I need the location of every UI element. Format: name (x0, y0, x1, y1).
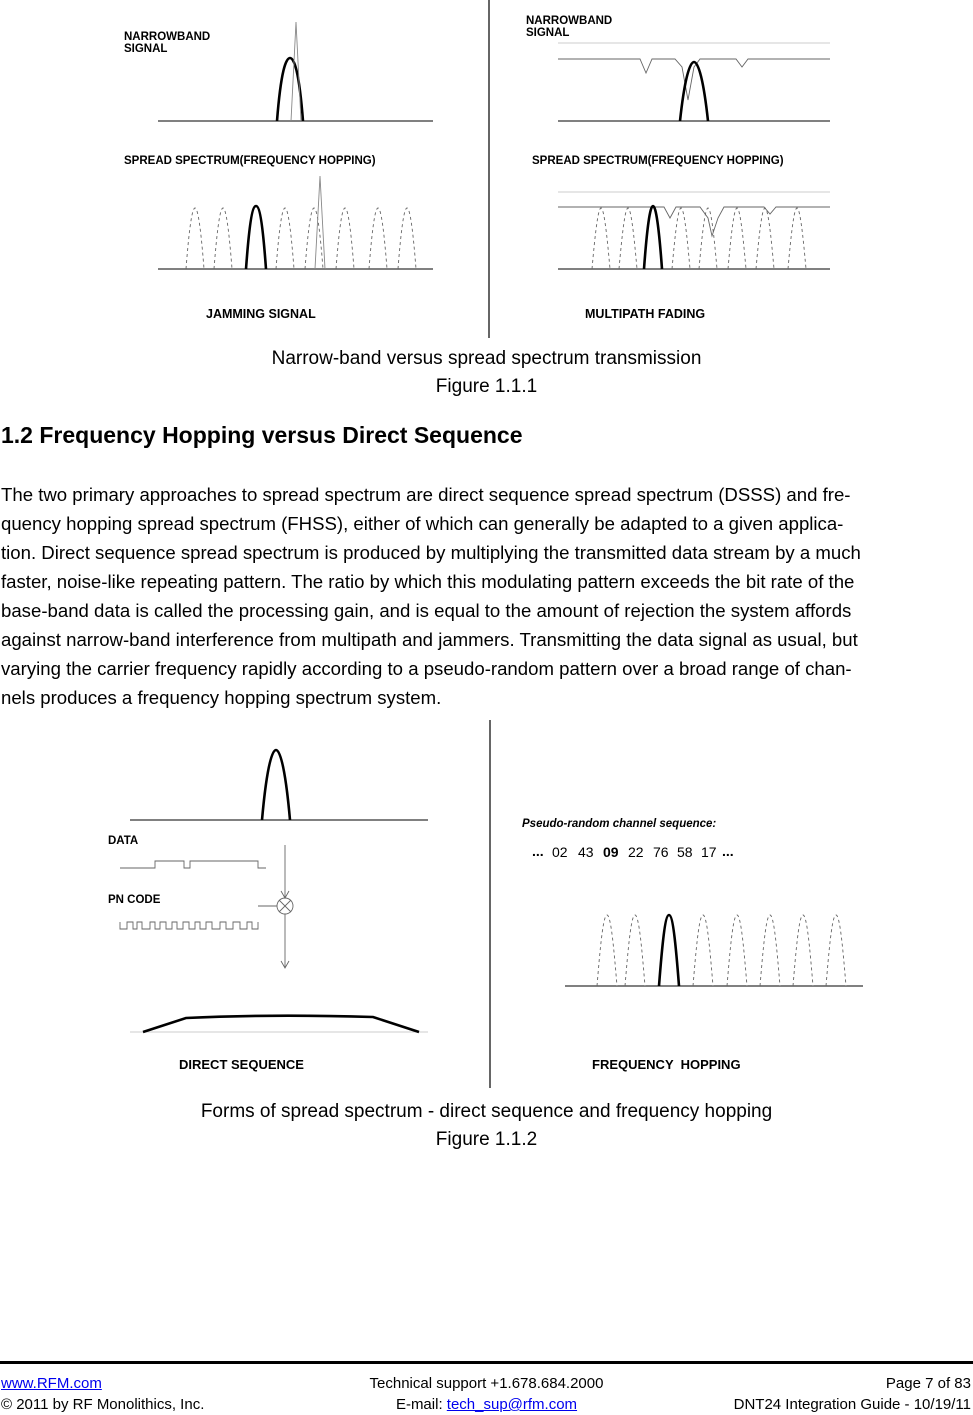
active-hop-channel (246, 206, 266, 269)
jamming-spike (315, 176, 325, 269)
label-narrowband-right-1: NARROWBAND (526, 15, 613, 27)
pn-code-waveform (120, 922, 258, 929)
support-phone: Technical support +1.678.684.2000 (369, 1375, 604, 1392)
hopping-channels (186, 208, 416, 269)
paragraph-line: against narrow-band interference from multipath and jammers. Transmitting the data signal as usual, but (1, 629, 858, 650)
paragraph-line: The two primary approaches to spread spectrum are direct sequence spread spectrum (DSSS) and fre- (1, 484, 851, 505)
label-multipath: MULTIPATH FADING (585, 307, 706, 321)
label-direct-sequence: DIRECT SEQUENCE (179, 1057, 304, 1072)
label-narrowband-left-2: SIGNAL (124, 43, 168, 55)
figure-1-1-2-number: Figure 1.1.2 (435, 1129, 538, 1150)
paragraph-line: quency hopping spread spectrum (FHSS), either of which can generally be adapted to a given applica- (1, 513, 844, 534)
figure-1-1-1-number: Figure 1.1.1 (435, 376, 538, 397)
paragraph-line: tion. Direct sequence spread spectrum is produced by multiplying the transmitted data stream by a much (1, 542, 861, 563)
data-waveform (120, 861, 266, 868)
spread-spectrum-shape (143, 1016, 419, 1032)
figure-1-1-2 (0, 715, 973, 1095)
narrowband-data-spectrum (262, 750, 290, 820)
email-label: E-mail: (395, 1396, 447, 1413)
active-hop-channel (644, 206, 662, 269)
sequence-channel: 17 (701, 844, 717, 860)
sequence-channel: 58 (677, 844, 693, 860)
label-spread-left: SPREAD SPECTRUM(FREQUENCY HOPPING) (124, 155, 376, 167)
paragraph-line: faster, noise-like repeating pattern. The ratio by which this modulating pattern exceeds the bit rate of the (1, 571, 855, 592)
sequence-channel-active: 09 (603, 844, 619, 860)
copyright: © 2011 by RF Monolithics, Inc. (1, 1396, 205, 1413)
page-number: Page 7 of 83 (885, 1375, 971, 1392)
sequence-channel: 22 (628, 844, 644, 860)
label-pn-code: PN CODE (108, 894, 161, 906)
label-data: DATA (108, 835, 139, 847)
section-paragraph (1, 480, 971, 712)
sequence-ellipsis: ... (532, 843, 544, 859)
label-narrowband-left-1: NARROWBAND (124, 31, 211, 43)
hopping-channels (592, 208, 806, 269)
narrowband-signal (680, 62, 708, 121)
active-hop-channel (659, 915, 679, 986)
section-heading: 1.2 Frequency Hopping versus Direct Sequence (1, 422, 523, 448)
fading-envelope (558, 207, 830, 236)
footer-rule (0, 1361, 973, 1364)
paragraph-line: base-band data is called the processing gain, and is equal to the amount of rejection the system affords (1, 600, 852, 621)
email-link[interactable]: tech_sup@rfm.com (446, 1396, 578, 1413)
label-jamming: JAMMING SIGNAL (206, 307, 316, 321)
guide-title: DNT24 Integration Guide - 10/19/11 (733, 1396, 971, 1413)
paragraph-line: varying the carrier frequency rapidly according to a pseudo-random pattern over a broad range of chan- (1, 658, 852, 679)
label-narrowband-right-2: SIGNAL (526, 27, 570, 39)
paragraph-line: nels produces a frequency hopping spectrum system. (1, 687, 442, 708)
hopping-channels (597, 915, 846, 986)
figure-1-1-1-caption: Narrow-band versus spread spectrum transmission (271, 348, 702, 369)
sequence-ellipsis: ... (722, 843, 734, 859)
sequence-channel: 76 (653, 844, 669, 860)
fading-envelope (558, 59, 830, 100)
sequence-channel: 02 (552, 844, 568, 860)
label-frequency-hopping: FREQUENCY HOPPING (592, 1057, 741, 1072)
sequence-channel: 43 (578, 844, 594, 860)
figure-1-1-1 (0, 0, 973, 340)
label-sequence-title: Pseudo-random channel sequence: (522, 818, 717, 830)
figure-1-1-2-caption: Forms of spread spectrum - direct sequence and frequency hopping (200, 1101, 773, 1122)
channel-sequence (532, 843, 734, 860)
label-spread-right: SPREAD SPECTRUM(FREQUENCY HOPPING) (532, 155, 784, 167)
website-link[interactable]: www.RFM.com (1, 1375, 102, 1392)
